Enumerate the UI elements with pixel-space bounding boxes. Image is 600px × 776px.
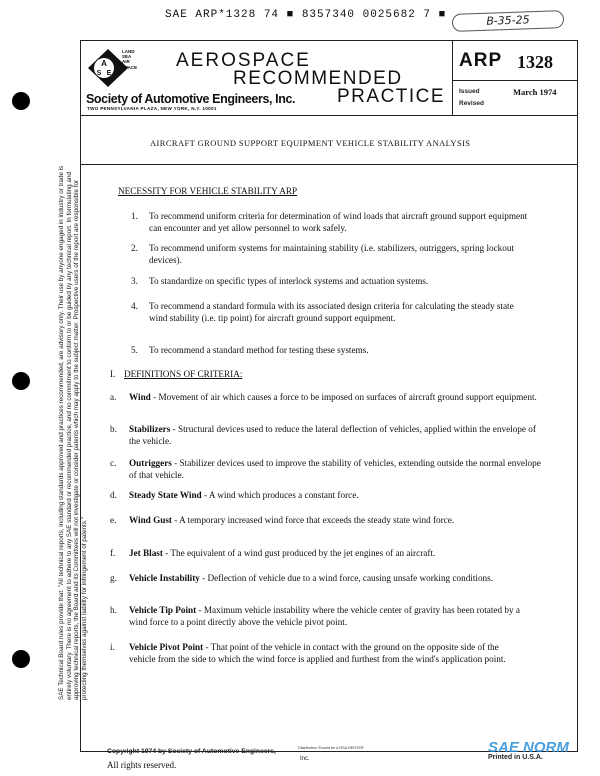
definition-text: - That point of the vehicle in contact with the ground on the opposite side of the vehicle from the side to which the wind force is applied and furthest from the wind's application point. [129, 642, 506, 664]
logo-words: LAND SEA AIR SPACE [122, 49, 138, 70]
footer-inc: Inc. [300, 756, 310, 762]
svg-text:E: E [106, 70, 112, 77]
definition-text: - Stabilizer devices used to improve the stability of vehicles, extending outside the normal envelope of that vehicle. [129, 458, 541, 480]
punch-hole [12, 92, 30, 110]
list-letter: c. [110, 458, 117, 468]
definition-text: - Maximum vehicle instability where the vehicle center of gravity has been rotated by a wind force to a point directly above the vehicle pivot point. [129, 605, 520, 627]
list-item: To recommend uniform criteria for determination of wind loads that aircraft ground support equipment can encounter and yet allow personnel to work safely. [149, 211, 528, 233]
list-item: To recommend a standard formula with its associated design criteria for calculating the steady state wind stability (i.e. tip point) for aircraft ground support equipment. [149, 301, 514, 323]
definition-item [129, 605, 529, 629]
footer-printed: Printed in U.S.A. [488, 754, 543, 761]
list-letter: g. [110, 573, 117, 583]
definition-term: Stabilizers [129, 424, 171, 434]
title-practice: PRACTICE [337, 86, 446, 107]
definition-item [129, 424, 541, 448]
list-number: 3. [131, 276, 138, 286]
list-letter: b. [110, 424, 117, 434]
definition-text: - The equivalent of a wind gust produced by the jet engines of an aircraft. [162, 548, 436, 558]
definition-item [129, 515, 493, 527]
organization-name: Society of Automotive Engineers, Inc. [86, 92, 296, 106]
definition-term: Vehicle Tip Point [129, 605, 197, 615]
title-divider [80, 164, 578, 165]
list-letter: d. [110, 490, 117, 500]
definition-term: Steady State Wind [129, 490, 202, 500]
list-letter: a. [110, 392, 117, 402]
definition-term: Wind Gust [129, 515, 172, 525]
definition-item [129, 392, 541, 404]
svg-text:S: S [96, 70, 102, 77]
definition-item [129, 458, 541, 482]
title-aerospace: AEROSPACE [176, 50, 311, 71]
revised-label: Revised [459, 100, 484, 107]
definition-item [129, 642, 523, 666]
issued-label: Issued [459, 88, 480, 95]
definitions-heading: DEFINITIONS OF CRITERIA: [124, 369, 243, 379]
definition-text: - Deflection of vehicle due to a wind force, causing unsafe working conditions. [199, 573, 494, 583]
section-number: I. [110, 369, 116, 379]
list-number: 4. [131, 301, 138, 311]
handwritten-note: B-35-25 [452, 10, 565, 32]
list-letter: f. [110, 548, 116, 558]
arp-number: 1328 [517, 52, 553, 72]
definition-term: Vehicle Pivot Point [129, 642, 204, 652]
footer-copyright: Copyright 1974 by Society of Automotive Engineers, [107, 748, 276, 755]
arp-label: ARP [459, 50, 503, 71]
list-item: To recommend uniform systems for maintaining stability (i.e. stabilizers, outriggers, spring lockout devices). [149, 243, 515, 265]
definition-term: Jet Blast [129, 548, 163, 558]
necessity-heading: NECESSITY FOR VEHICLE STABILITY ARP [118, 186, 298, 196]
definition-term: Vehicle Instability [129, 573, 200, 583]
title-recommended: RECOMMENDED [233, 68, 403, 89]
definition-text: - A temporary increased wind force that exceeds the steady state wind force. [171, 515, 455, 525]
footer-rights: All rights reserved. [107, 760, 177, 770]
definition-text: - A wind which produces a constant force. [201, 490, 359, 500]
list-number: 2. [131, 243, 138, 253]
definition-term: Outriggers [129, 458, 172, 468]
footer-small-note: Distribution Should be a RSA RENTER [298, 746, 364, 750]
document-title: AIRCRAFT GROUND SUPPORT EQUIPMENT VEHICLE STABILITY ANALYSIS [150, 138, 471, 148]
list-number: 5. [131, 345, 138, 355]
scan-header-line: SAE ARP*1328 74 ■ 8357340 0025682 7 ■ [165, 9, 447, 21]
list-number: 1. [131, 211, 138, 221]
definition-text: - Movement of air which causes a force to be imposed on surfaces of aircraft ground support equipment. [150, 392, 537, 402]
list-item: To standardize on specific types of interlock systems and actuation systems. [149, 276, 429, 286]
arp-divider [453, 80, 577, 81]
sae-norm-watermark: SAE NORM [488, 739, 569, 756]
side-disclaimer: SAE Technical Board rules provide that: "All technical reports, including standards approved and practices recommended, are advisory only. Their use by anyone engaged in industry or trade is entirely voluntary. There is no agreement to adhere to any SAE standard or recommended practice, and no commitment to conform to or be guided by any technical report. In formulating and approving technical reports, the Board and its Committees will not investigate or consider patents which may apply to the subject matter. Prospective users of the report are responsible for protecting themselves against liability for infringement of patents." [58, 165, 88, 700]
list-letter: e. [110, 515, 117, 525]
list-letter: i. [110, 642, 115, 652]
arp-box [452, 40, 578, 116]
definition-item [129, 490, 541, 502]
document-header [80, 40, 578, 116]
list-item: To recommend a standard method for testing these systems. [149, 345, 369, 355]
definition-term: Wind [129, 392, 151, 402]
punch-hole [12, 650, 30, 668]
definition-item [129, 548, 541, 560]
issued-date: March 1974 [513, 87, 557, 97]
definition-item [129, 573, 521, 585]
svg-text:A: A [101, 59, 107, 68]
punch-hole [12, 372, 30, 390]
list-letter: h. [110, 605, 117, 615]
organization-address: TWO PENNSYLVANIA PLAZA, NEW YORK, N.Y. 10001 [87, 106, 217, 111]
definition-text: - Structural devices used to reduce the lateral deflection of vehicles, applied within the envelope of the vehicle. [129, 424, 536, 446]
